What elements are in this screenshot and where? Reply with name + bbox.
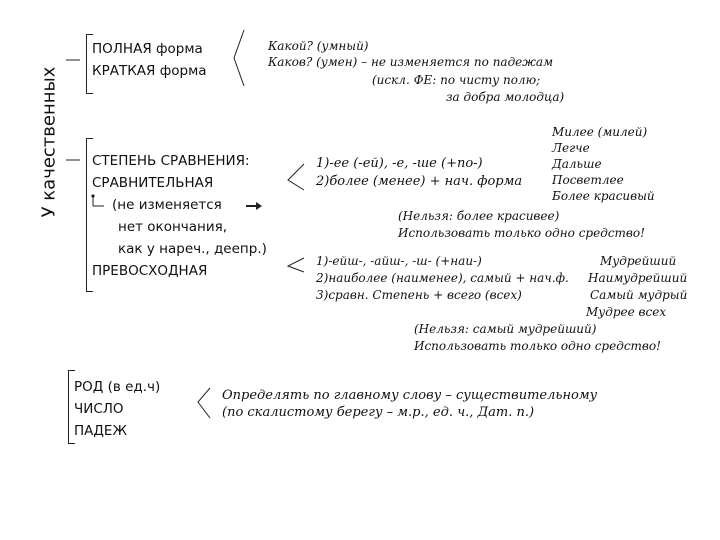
comparative-note-1: (не изменяется (112, 197, 222, 213)
superlative-forbidden: (Нельзя: самый мудрейший) (414, 322, 597, 336)
comparative-label: СРАВНИТЕЛЬНАЯ (92, 175, 214, 191)
gender-note-2: (по скалистому берегу – м.р., ед. ч., Дат. п.) (222, 405, 535, 420)
comparative-example: Дальше (552, 157, 602, 171)
comparative-example: Более красивый (552, 189, 655, 203)
superlative-rule-2: 2)наиболее (наименее), самый + нач.ф. (316, 271, 569, 285)
form-example-2: Каков? (умен) – не изменяется по падежам (268, 55, 554, 69)
superlative-example-1: Мудрейший (600, 254, 677, 268)
superlative-example-3: Самый мудрый (590, 288, 688, 302)
comparative-rule-2: 2)более (менее) + нач. форма (316, 174, 523, 189)
comparative-forbidden: (Нельзя: более красивее) (398, 209, 560, 223)
number-label: ЧИСЛО (74, 401, 124, 417)
comparative-example: Посветлее (552, 173, 624, 187)
comparative-single-means: Использовать только одно средство! (398, 226, 645, 240)
side-label-text: У качественных (38, 66, 60, 218)
superlative-example-4: Мудрее всех (586, 305, 667, 319)
superlative-rule-3: 3)сравн. Степень + всего (всех) (316, 288, 522, 302)
form-example-3: (искл. ФЕ: по чисту полю; (372, 73, 541, 87)
form-example-4: за добра молодца) (446, 90, 565, 104)
comparative-example: Легче (552, 141, 590, 155)
superlative-label: ПРЕВОСХОДНАЯ (92, 263, 208, 279)
gender-labels (74, 376, 160, 442)
gender-note-1: Определять по главному слову – существительному (222, 388, 598, 403)
superlative-rule-1: 1)-ейш-, -айш-, -ш- (+наи-) (316, 254, 482, 268)
comparative-note-2: нет окончания, (118, 219, 228, 235)
comparison-title: СТЕПЕНЬ СРАВНЕНИЯ: (92, 153, 250, 169)
superlative-single-means: Использовать только одно средство! (414, 339, 661, 353)
short-form-label: КРАТКАЯ форма (92, 63, 207, 79)
case-label: ПАДЕЖ (74, 423, 128, 439)
full-form-label: ПОЛНАЯ форма (92, 41, 203, 57)
comparative-examples (552, 124, 655, 204)
form-example-1: Какой? (умный) (268, 39, 369, 53)
comparative-note-3: как у нареч., деепр.) (118, 241, 267, 257)
form-labels (92, 38, 207, 82)
superlative-example-2: Наимудрейший (588, 271, 688, 285)
comparative-rule-1: 1)-ее (-ей), -е, -ше (+по-) (316, 156, 483, 171)
gender-label: РОД (в ед.ч) (74, 379, 161, 395)
comparative-example: Милее (милей) (552, 125, 648, 139)
comparison-labels (92, 150, 267, 282)
